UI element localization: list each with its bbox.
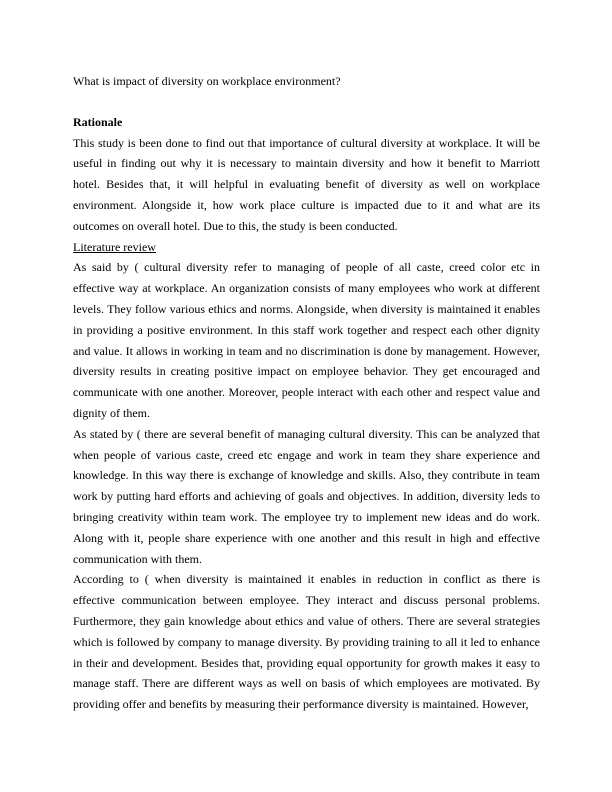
literature-review-heading: Literature review — [73, 239, 156, 254]
research-question: What is impact of diversity on workplace environment? — [73, 74, 341, 88]
rationale-heading: Rationale — [73, 114, 123, 129]
literature-paragraph-2: As stated by ( there are several benefit of managing cultural diversity. This can be analyzed that when people of various caste, creed etc engage and work in team they share experience and knowledge. In this way there is exchange of knowledge and skills. Also, they contribute in team work by putting hard efforts and achieving of goals and objectives. In addition, diversity leds to bringing creativity within team work. The employee try to implement new ideas and do work. Along with it, people share experience with one another and this result in high and effective communication with them. — [73, 426, 540, 566]
document-page — [73, 71, 540, 715]
rationale-paragraph: This study is been done to find out that importance of cultural diversity at workplace. It will be useful in finding out why it is necessary to maintain diversity and how it benefit to Marriott hotel. Besides that, it will helpful in evaluating benefit of diversity as well on workplace environment. Alongside it, how work place culture is impacted due to it and what are its outcomes on overall hotel. Due to this, the study is been conducted. — [73, 135, 540, 233]
literature-paragraph-1: As said by ( cultural diversity refer to managing of people of all caste, creed color etc in effective way at workplace. An organization consists of many employees who work at different levels. They follow various ethics and norms. Alongside, when diversity is maintained it enables in providing a positive environment. In this staff work together and respect each other dignity and value. It allows in working in team and no discrimination is done by management. However, diversity results in creating positive impact on employee behavior. They get encouraged and communicate with one another. Moreover, people interact with each other and respect value and dignity of them. — [73, 260, 540, 420]
literature-paragraph-3: According to ( when diversity is maintained it enables in reduction in conflict as there is effective communication between employee. They interact and discuss personal problems. Furthermore, they gain knowledge about ethics and value of others. There are several strategies which is followed by company to manage diversity. By providing training to all it led to enhance in their and development. Besides that, providing equal opportunity for growth makes it easy to manage staff. There are different ways as well on basis of which employees are motivated. By providing offer and benefits by measuring their performance diversity is maintained. However, — [73, 572, 540, 712]
